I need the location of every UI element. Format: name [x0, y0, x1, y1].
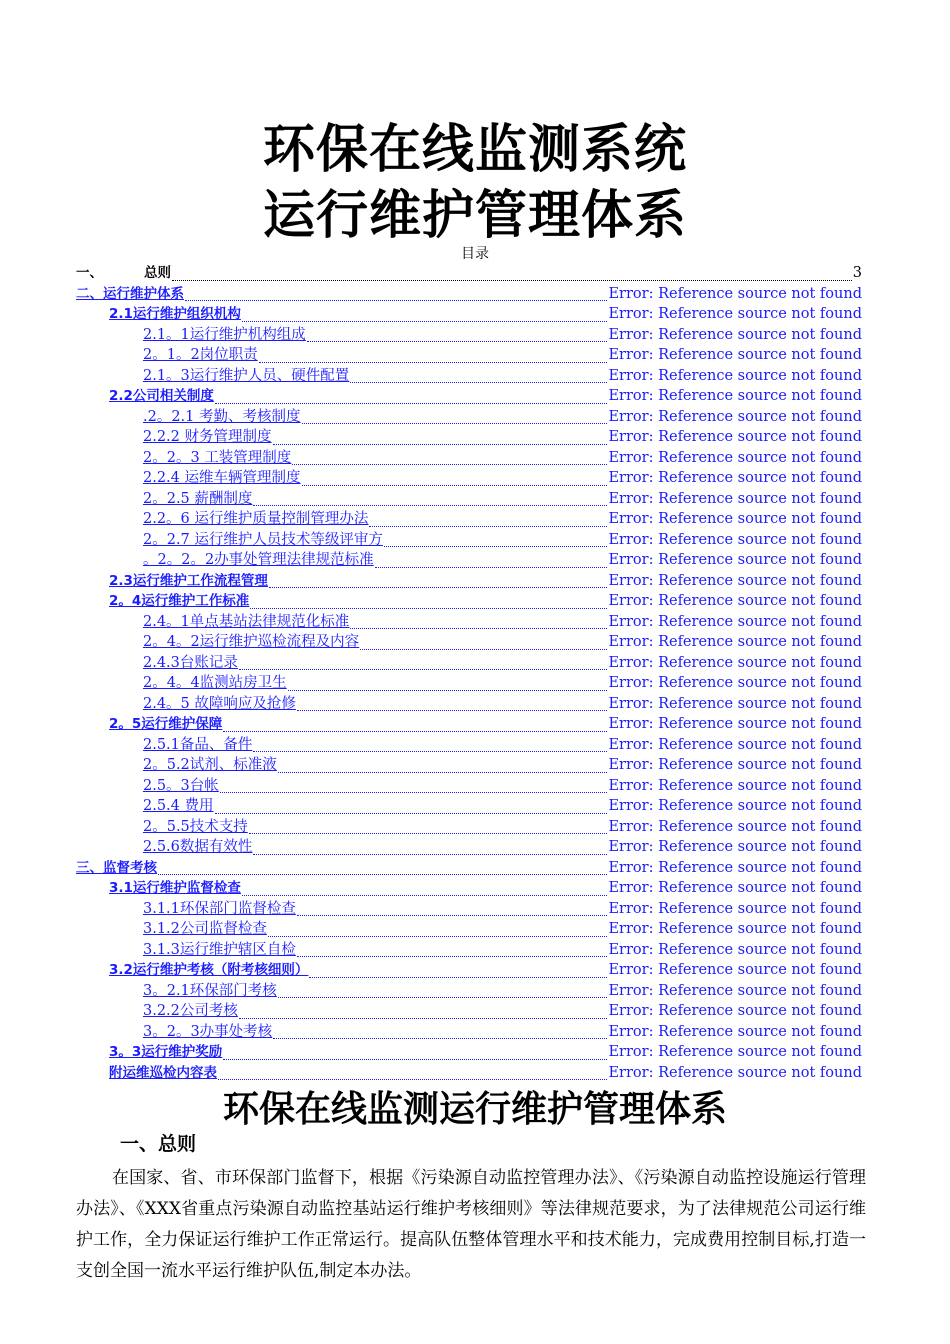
toc-entry-page: Error: Reference source not found [608, 449, 862, 466]
toc-leader-dots [273, 1026, 607, 1039]
toc-leader-dots [273, 432, 608, 445]
toc-entry-label[interactable]: 2.2公司相关制度 [109, 388, 214, 404]
toc-entry[interactable] [76, 1063, 862, 1084]
toc-entry-label[interactable]: 2.5。3台帐 [143, 777, 219, 794]
toc-entry[interactable] [76, 489, 862, 510]
toc-entry-label[interactable]: 2.2.2 财务管理制度 [143, 429, 272, 445]
toc-entry-page: Error: Reference source not found [608, 962, 862, 978]
toc-entry-label[interactable]: 3.2运行维护考核（附考核细则） [109, 962, 309, 978]
toc-entry-page: Error: Reference source not found [608, 511, 862, 527]
toc-entry-page: Error: Reference source not found [608, 347, 862, 363]
toc-entry [76, 263, 862, 284]
toc-entry-page: Error: Reference source not found [608, 777, 862, 794]
toc-entry-label[interactable]: 3。2。3办事处考核 [143, 1023, 273, 1040]
toc-entry-label[interactable]: 2.2.4 运维车辆管理制度 [143, 470, 301, 486]
toc-leader-dots [309, 965, 607, 978]
toc-entry[interactable] [76, 817, 862, 838]
toc-entry-page: Error: Reference source not found [608, 490, 862, 507]
toc-entry-page: Error: Reference source not found [608, 429, 862, 445]
toc-entry[interactable] [76, 735, 862, 756]
toc-entry-label[interactable]: 三、监督考核 [76, 859, 157, 876]
toc-entry-page: Error: Reference source not found [608, 613, 862, 630]
toc-entry-label[interactable]: 3.1运行维护监督检查 [109, 880, 241, 896]
toc-entry[interactable] [76, 653, 862, 674]
toc-leader-dots [278, 760, 608, 773]
toc-entry-page: Error: Reference source not found [608, 675, 862, 691]
toc-leader-dots [218, 1067, 607, 1080]
body-title: 环保在线监测运行维护管理体系 [222, 1089, 727, 1130]
document-title-line2: 运行维护管理体系 [262, 186, 687, 246]
toc-entry-label[interactable]: 2。5.2试剂、标准液 [143, 757, 277, 773]
toc-entry[interactable] [76, 796, 862, 817]
toc-leader-dots [215, 801, 608, 814]
toc-leader-dots [242, 883, 608, 896]
toc-entry-page: Error: Reference source not found [608, 1064, 862, 1081]
toc-leader-dots [360, 637, 607, 650]
toc-leader-dots [302, 411, 608, 424]
toc-entry[interactable] [76, 837, 862, 858]
toc-entry-label[interactable]: 2.1。1运行维护机构组成 [143, 326, 306, 343]
toc-entry-label[interactable]: .2。2.1 考勤、考核制度 [143, 408, 301, 425]
toc-entry-page: Error: Reference source not found [608, 306, 862, 322]
toc-leader-dots [297, 903, 608, 916]
toc-entry[interactable] [76, 530, 862, 551]
toc-entry-label[interactable]: 2。2.7 运行维护人员技术等级评审方 [143, 531, 383, 548]
toc-entry-page: Error: Reference source not found [608, 634, 862, 650]
toc-entry[interactable] [76, 386, 862, 407]
toc-entry[interactable] [76, 919, 862, 940]
toc-leader-dots [239, 657, 608, 670]
toc-leader-dots [307, 329, 608, 342]
toc-leader-dots [220, 780, 608, 793]
toc-entry[interactable] [76, 1001, 862, 1022]
toc-entry-number: 一、 [76, 265, 103, 281]
toc-entry-label[interactable]: 3.2.2公司考核 [143, 1003, 238, 1019]
toc-leader-dots [350, 616, 607, 629]
toc-entry-label[interactable]: 2。1。2岗位职责 [143, 347, 258, 363]
toc-leader-dots [269, 575, 608, 588]
toc-entry-page: Error: Reference source not found [608, 1044, 862, 1060]
toc-entry-label[interactable]: 2。4。2运行维护巡检流程及内容 [143, 634, 360, 650]
toc-entry[interactable] [76, 407, 862, 428]
toc-leader-dots [223, 719, 607, 732]
toc-entry-label[interactable]: 2。5.5技术支持 [143, 818, 248, 835]
toc-entry-label[interactable]: 2.2。6 运行维护质量控制管理办法 [143, 511, 369, 527]
toc-entry-label[interactable]: 3.1.1环保部门监督检查 [143, 900, 296, 917]
toc-entry[interactable] [76, 571, 862, 592]
toc-leader-dots [297, 944, 608, 957]
toc-leader-dots [375, 555, 608, 568]
toc-entry[interactable] [76, 1022, 862, 1043]
toc-entry-page: Error: Reference source not found [608, 757, 862, 773]
toc-entry-page: Error: Reference source not found [608, 654, 862, 671]
section-heading: 一、总则 [120, 1133, 197, 1155]
toc-entry-page: Error: Reference source not found [608, 593, 862, 609]
toc-entry-label[interactable]: 2。2.5 薪酬制度 [143, 490, 253, 507]
toc-entry-page: Error: Reference source not found [608, 572, 862, 589]
toc-entry[interactable] [76, 345, 862, 366]
toc-leader-dots [239, 1006, 608, 1019]
toc-entry-page: Error: Reference source not found [608, 408, 862, 425]
toc-entry-label[interactable]: 2.4。1单点基站法律规范化标准 [143, 613, 350, 630]
toc-entry-page: Error: Reference source not found [608, 552, 862, 568]
toc-leader-dots [242, 309, 608, 322]
toc-entry[interactable] [76, 468, 862, 489]
toc-entry-page: Error: Reference source not found [608, 367, 862, 384]
toc-entry-page: Error: Reference source not found [608, 736, 862, 753]
toc-entry-label[interactable]: 2。2。3 工装管理制度 [143, 449, 292, 466]
toc-entry-page: Error: Reference source not found [608, 921, 862, 937]
toc-entry-page: Error: Reference source not found [608, 285, 862, 302]
toc-entry[interactable] [76, 878, 862, 899]
toc-entry[interactable] [76, 448, 862, 469]
toc-entry-page: Error: Reference source not found [608, 880, 862, 896]
toc-entry-page: Error: Reference source not found [608, 470, 862, 486]
toc-entry[interactable] [76, 981, 862, 1002]
toc-leader-dots [288, 678, 608, 691]
toc-entry[interactable] [76, 325, 862, 346]
toc-entry-label[interactable]: 3。3运行维护奖励 [109, 1044, 223, 1060]
toc-entry[interactable] [76, 673, 862, 694]
toc-leader-dots [369, 514, 607, 527]
toc-entry-page: Error: Reference source not found [608, 531, 862, 548]
toc-entry[interactable] [76, 755, 862, 776]
toc-entry-page: 3 [852, 265, 862, 281]
toc-entry[interactable] [76, 714, 862, 735]
toc-entry[interactable] [76, 858, 862, 879]
toc-entry[interactable] [76, 694, 862, 715]
toc-entry-page: Error: Reference source not found [608, 798, 862, 814]
toc-entry-label[interactable]: 3.1.3运行维护辖区自检 [143, 941, 296, 958]
toc-entry-label[interactable]: 2。4运行维护工作标准 [109, 593, 250, 609]
toc-entry-label[interactable]: 2.1运行维护组织机构 [109, 306, 241, 322]
toc-entry-page: Error: Reference source not found [608, 941, 862, 958]
toc-leader-dots [172, 268, 852, 281]
toc-entry-label: 总则 [144, 265, 171, 281]
document-title-line1: 环保在线监测系统 [262, 120, 687, 180]
toc-entry-label[interactable]: 二、运行维护体系 [76, 285, 184, 302]
toc-leader-dots [250, 596, 607, 609]
toc-entry-page: Error: Reference source not found [608, 695, 862, 712]
toc-leader-dots [259, 350, 608, 363]
toc-leader-dots [223, 1047, 607, 1060]
toc-entry-label[interactable]: 2.4。5 故障响应及抢修 [143, 695, 296, 712]
toc-entry-page: Error: Reference source not found [608, 839, 862, 855]
toc-entry[interactable] [76, 776, 862, 797]
toc-entry-page: Error: Reference source not found [608, 388, 862, 404]
toc-entry[interactable] [76, 1042, 862, 1063]
toc-entry[interactable] [76, 632, 862, 653]
toc-leader-dots [278, 985, 608, 998]
toc-entry-label[interactable]: 2.5.6数据有效性 [143, 839, 253, 855]
toc-entry[interactable] [76, 960, 862, 981]
toc-entry-page: Error: Reference source not found [608, 859, 862, 876]
toc-leader-dots [350, 370, 607, 383]
toc-entry-label[interactable]: 2.5.1备品、备件 [143, 736, 253, 753]
section-paragraph: 在国家、省、市环保部门监督下，根据《污染源自动监控管理办法》、《污染源自动监控设施运行管理办法》、《XXX省重点污染源自动监控基站运行维护考核细则》等法律规范要求，为了法律规范公司运行维护工作，全力保证运行维护工作正常运行。提高队伍整体管理水平和技术能力，完成费用控制目标,打造一支创全国一流水平运行维护队伍,制定本办法。 [76, 1168, 866, 1281]
toc-entry-label[interactable]: 3。2.1环保部门考核 [143, 982, 277, 999]
toc-entry-label[interactable]: 附运维巡检内容表 [109, 1064, 217, 1081]
toc-leader-dots [302, 473, 608, 486]
toc-entry[interactable] [76, 591, 862, 612]
toc-entry-page: Error: Reference source not found [608, 1023, 862, 1040]
toc-heading: 目录 [461, 246, 489, 262]
toc-entry-label[interactable]: 2.5.4 费用 [143, 798, 214, 814]
toc-entry-label[interactable]: 。2。2。2办事处管理法律规范标准 [143, 552, 374, 568]
toc-leader-dots [249, 821, 608, 834]
toc-leader-dots [253, 493, 607, 506]
toc-leader-dots [185, 288, 607, 301]
toc-entry[interactable] [76, 304, 862, 325]
toc-leader-dots [268, 924, 608, 937]
toc-entry[interactable] [76, 509, 862, 530]
toc-entry[interactable] [76, 940, 862, 961]
toc-entry-label[interactable]: 3.1.2公司监督检查 [143, 921, 267, 937]
toc-entry-label[interactable]: 2。4。4监测站房卫生 [143, 675, 287, 691]
toc-entry-label[interactable]: 2。5运行维护保障 [109, 716, 223, 732]
toc-entry[interactable] [76, 899, 862, 920]
toc-leader-dots [215, 391, 608, 404]
toc-entry-page: Error: Reference source not found [608, 716, 862, 732]
toc-entry-label[interactable]: 2.4.3台账记录 [143, 654, 238, 671]
toc-entry[interactable] [76, 366, 862, 387]
toc-entry-page: Error: Reference source not found [608, 982, 862, 999]
toc-entry-label[interactable]: 2.3运行维护工作流程管理 [109, 572, 268, 589]
toc-entry-page: Error: Reference source not found [608, 818, 862, 835]
toc-leader-dots [384, 534, 608, 547]
toc-entry-page: Error: Reference source not found [608, 326, 862, 343]
toc-entry-label[interactable]: 2.1。3运行维护人员、硬件配置 [143, 367, 350, 384]
toc-leader-dots [297, 698, 608, 711]
toc-entry[interactable] [76, 284, 862, 305]
toc-entry[interactable] [76, 427, 862, 448]
toc-entry-page: Error: Reference source not found [608, 1003, 862, 1019]
toc-entry[interactable] [76, 612, 862, 633]
toc-leader-dots [253, 739, 607, 752]
table-of-contents [76, 263, 862, 1083]
toc-entry[interactable] [76, 550, 862, 571]
toc-leader-dots [292, 452, 607, 465]
toc-leader-dots [253, 842, 607, 855]
toc-entry-page: Error: Reference source not found [608, 900, 862, 917]
toc-leader-dots [158, 862, 607, 875]
